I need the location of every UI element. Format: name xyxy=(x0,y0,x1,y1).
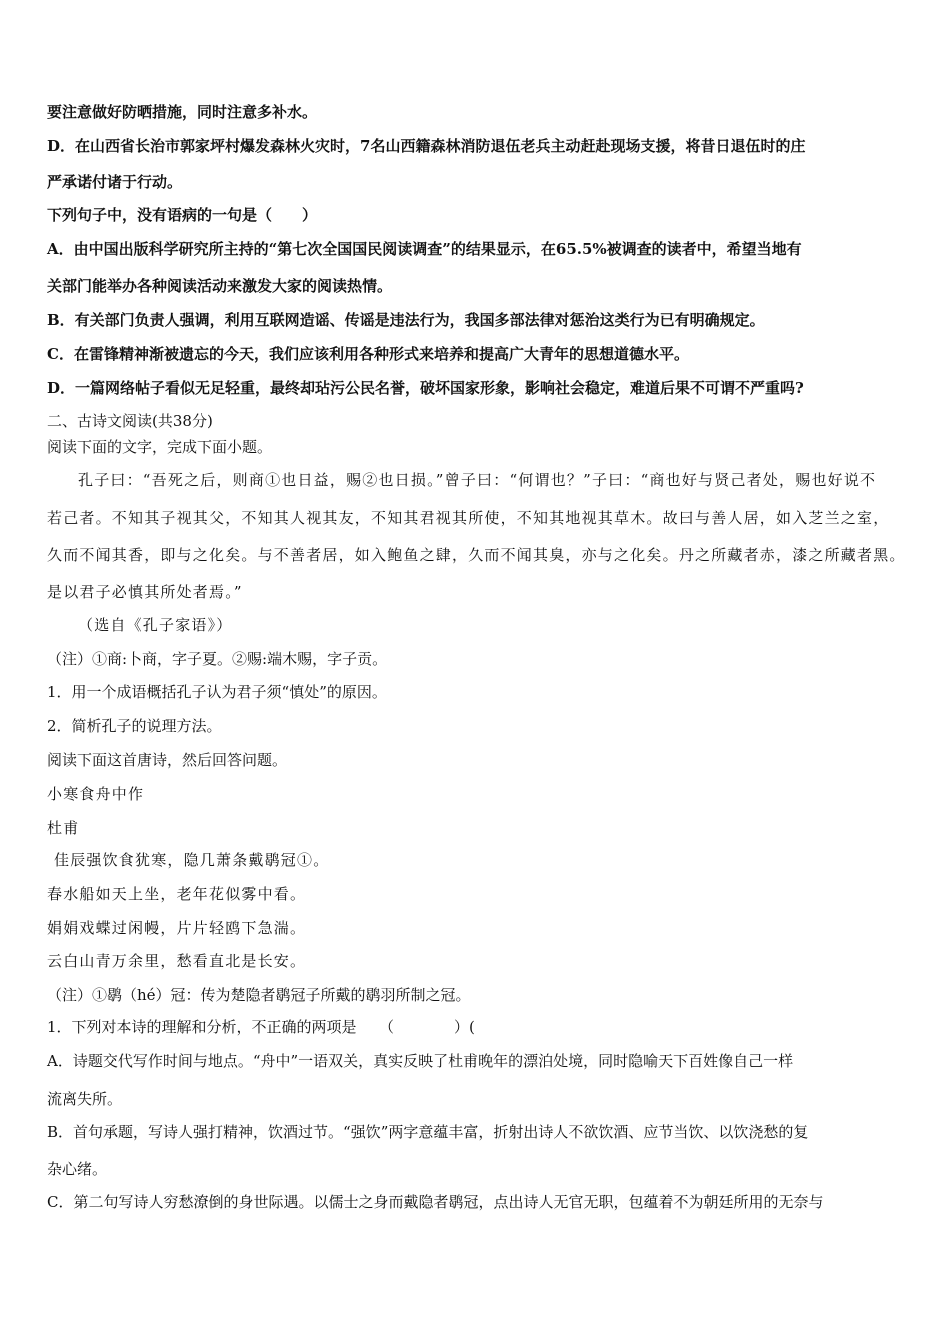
option-d-line: D．一篇网络帖子看似无足轻重，最终却玷污公民名誉，破坏国家形象，影响社会稳定，难道后果不可谓不严重吗? xyxy=(47,379,804,397)
option-b-line: B．首句承题，写诗人强打精神，饮酒过节。“强饮”两字意蕴丰富，折射出诗人不欲饮酒、应节当饮、以饮浇愁的复 xyxy=(47,1123,809,1141)
option-a-line: A．由中国出版科学研究所主持的“第七次全国国民阅读调查”的结果显示，在65.5%被调查的读者中，希望当地有 xyxy=(47,240,802,258)
poem-line: 春水船如天上坐，老年花似雾中看。 xyxy=(47,885,307,903)
annotation-line: （注）①鹖（hé）冠：传为楚隐者鹖冠子所戴的鹖羽所制之冠。 xyxy=(47,986,471,1004)
option-b-line: B．有关部门负责人强调，利用互联网造谣、传谣是违法行为，我国多部法律对惩治这类行为已有明确规定。 xyxy=(47,311,765,329)
annotation-line: （注）①商:卜商，字子夏。②赐:端木赐，字子贡。 xyxy=(47,650,388,668)
option-c-line: C．第二句写诗人穷愁潦倒的身世际遇。以儒士之身而戴隐者鹖冠，点出诗人无官无职，包蕴着不为朝廷所用的无奈与 xyxy=(47,1193,824,1211)
passage-line: 孔子曰：“吾死之后，则商①也日益，赐②也日损。”曾子曰：“何谓也？”子曰：“商也好与贤己者处，赐也好说不 xyxy=(78,471,877,489)
instruction-line: 阅读下面的文字，完成下面小题。 xyxy=(47,438,273,456)
section-heading: 二、古诗文阅读(共38分) xyxy=(47,412,213,430)
option-d-line: D．在山西省长治市郭家坪村爆发森林火灾时，7名山西籍森林消防退伍老兵主动赶赴现场支援，将昔日退伍时的庄 xyxy=(47,137,806,155)
question-1: 1．用一个成语概括孔子认为君子须“慎处”的原因。 xyxy=(47,683,387,701)
text-line: 流离失所。 xyxy=(47,1090,123,1108)
text-line: 杂心绪。 xyxy=(47,1160,108,1178)
text-line: 要注意做好防晒措施，同时注意多补水。 xyxy=(47,103,318,121)
instruction-line: 阅读下面这首唐诗，然后回答问题。 xyxy=(47,751,288,769)
passage-line: 若己者。不知其子视其父，不知其人视其友，不知其君视其所使，不知其地视其草木。故曰与善人居，如入芝兰之室， xyxy=(47,509,890,527)
passage-line: 是以君子必慎其所处者焉。” xyxy=(47,583,243,601)
text-line: 严承诺付诸于行动。 xyxy=(47,173,183,191)
poem-line: 娟娟戏蝶过闲幔，片片轻鸥下急湍。 xyxy=(47,919,307,937)
poem-line: 云白山青万余里，愁看直北是长安。 xyxy=(47,952,307,970)
option-c-line: C．在雷锋精神渐被遗忘的今天，我们应该利用各种形式来培养和提高广大青年的思想道德水平。 xyxy=(47,345,689,363)
option-a-line: A．诗题交代写作时间与地点。“舟中”一语双关，真实反映了杜甫晚年的漂泊处境，同时隐喻天下百姓像自己一样 xyxy=(47,1052,794,1070)
passage-source: （选自《孔子家语》） xyxy=(78,616,233,634)
text-line: 关部门能举办各种阅读活动来激发大家的阅读热情。 xyxy=(47,277,393,295)
passage-line: 久而不闻其香，即与之化矣。与不善者居，如入鲍鱼之肆，久而不闻其臭，亦与之化矣。丹之所藏者赤，漆之所藏者黑。 xyxy=(47,546,906,564)
poem-author: 杜甫 xyxy=(47,819,80,837)
question-stem: 下列句子中，没有语病的一句是（ ） xyxy=(47,206,318,224)
poem-title: 小寒食舟中作 xyxy=(47,785,145,803)
question-2: 2．简析孔子的说理方法。 xyxy=(47,717,222,735)
question-1: 1．下列对本诗的理解和分析，不正确的两项是 （ ）( xyxy=(47,1018,475,1036)
poem-line: 佳辰强饮食犹寒，隐几萧条戴鹖冠①。 xyxy=(54,851,330,869)
